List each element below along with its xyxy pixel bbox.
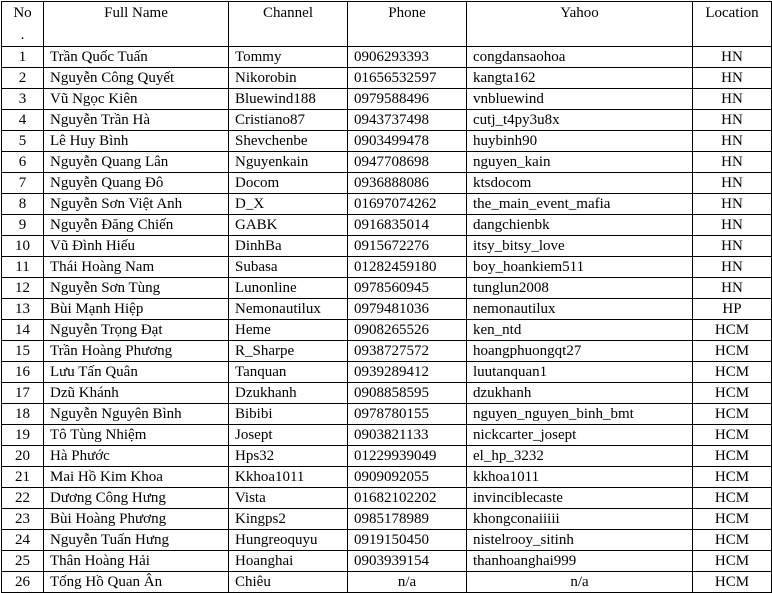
- full-name-cell: Tô Tùng Nhiệm: [44, 425, 229, 446]
- channel-cell: Nguyenkain: [229, 152, 348, 173]
- header-yahoo: Yahoo: [467, 2, 693, 47]
- channel-cell: Tommy: [229, 47, 348, 68]
- yahoo-cell: congdansaohoa: [467, 47, 693, 68]
- channel-cell: Tanquan: [229, 362, 348, 383]
- channel-cell: Docom: [229, 173, 348, 194]
- phone-cell: 01682102202: [348, 488, 467, 509]
- phone-cell: 01282459180: [348, 257, 467, 278]
- phone-cell: 0903499478: [348, 131, 467, 152]
- full-name-cell: Lưu Tấn Quân: [44, 362, 229, 383]
- full-name-cell: Mai Hồ Kim Khoa: [44, 467, 229, 488]
- phone-cell: 0909092055: [348, 467, 467, 488]
- channel-cell: D_X: [229, 194, 348, 215]
- table-row: [2, 257, 772, 278]
- location-cell: HCM: [693, 404, 772, 425]
- full-name-cell: Vũ Ngọc Kiên: [44, 89, 229, 110]
- channel-cell: Dzukhanh: [229, 383, 348, 404]
- row-number: 22: [2, 488, 44, 509]
- table-row: [2, 47, 772, 68]
- phone-cell: n/a: [348, 572, 467, 593]
- table-row: [2, 341, 772, 362]
- location-cell: HCM: [693, 341, 772, 362]
- phone-cell: 0919150450: [348, 530, 467, 551]
- table-row: [2, 446, 772, 467]
- table-row: [2, 278, 772, 299]
- yahoo-cell: nistelrooy_sitinh: [467, 530, 693, 551]
- table-row: [2, 572, 772, 593]
- yahoo-cell: hoangphuongqt27: [467, 341, 693, 362]
- row-number: 24: [2, 530, 44, 551]
- row-number: 15: [2, 341, 44, 362]
- location-cell: HCM: [693, 467, 772, 488]
- full-name-cell: Bùi Mạnh Hiệp: [44, 299, 229, 320]
- table-row: [2, 110, 772, 131]
- location-cell: HCM: [693, 320, 772, 341]
- row-number: 9: [2, 215, 44, 236]
- yahoo-cell: dangchienbk: [467, 215, 693, 236]
- phone-cell: 0906293393: [348, 47, 467, 68]
- table-row: [2, 320, 772, 341]
- yahoo-cell: the_main_event_mafia: [467, 194, 693, 215]
- full-name-cell: Nguyễn Tuấn Hưng: [44, 530, 229, 551]
- row-number: 10: [2, 236, 44, 257]
- row-number: 7: [2, 173, 44, 194]
- phone-cell: 01229939049: [348, 446, 467, 467]
- location-cell: HN: [693, 257, 772, 278]
- yahoo-cell: nguyen_kain: [467, 152, 693, 173]
- table-row: [2, 236, 772, 257]
- full-name-cell: Bùi Hoàng Phương: [44, 509, 229, 530]
- location-cell: HCM: [693, 383, 772, 404]
- location-cell: HN: [693, 47, 772, 68]
- table-row: [2, 551, 772, 572]
- table-row: [2, 362, 772, 383]
- full-name-cell: Nguyễn Sơn Tùng: [44, 278, 229, 299]
- full-name-cell: Thân Hoàng Hải: [44, 551, 229, 572]
- full-name-cell: Nguyễn Trần Hà: [44, 110, 229, 131]
- full-name-cell: Hà Phước: [44, 446, 229, 467]
- full-name-cell: Dương Công Hưng: [44, 488, 229, 509]
- location-cell: HN: [693, 89, 772, 110]
- table-row: [2, 215, 772, 236]
- row-number: 13: [2, 299, 44, 320]
- location-cell: HCM: [693, 362, 772, 383]
- channel-cell: Nikorobin: [229, 68, 348, 89]
- yahoo-cell: nemonautilux: [467, 299, 693, 320]
- channel-cell: Shevchenbe: [229, 131, 348, 152]
- phone-cell: 0903939154: [348, 551, 467, 572]
- location-cell: HCM: [693, 509, 772, 530]
- channel-cell: R_Sharpe: [229, 341, 348, 362]
- table-row: [2, 131, 772, 152]
- yahoo-cell: nickcarter_josept: [467, 425, 693, 446]
- row-number: 3: [2, 89, 44, 110]
- yahoo-cell: ktsdocom: [467, 173, 693, 194]
- location-cell: HN: [693, 236, 772, 257]
- row-number: 23: [2, 509, 44, 530]
- channel-cell: Lunonline: [229, 278, 348, 299]
- row-number: 18: [2, 404, 44, 425]
- header-full-name: Full Name: [44, 2, 229, 47]
- row-number: 26: [2, 572, 44, 593]
- table-row: [2, 89, 772, 110]
- full-name-cell: Dzũ Khánh: [44, 383, 229, 404]
- yahoo-cell: luutanquan1: [467, 362, 693, 383]
- full-name-cell: Tống Hồ Quan Ân: [44, 572, 229, 593]
- yahoo-cell: vnbluewind: [467, 89, 693, 110]
- phone-cell: 0947708698: [348, 152, 467, 173]
- yahoo-cell: thanhoanghai999: [467, 551, 693, 572]
- yahoo-cell: khongconaiiiii: [467, 509, 693, 530]
- channel-cell: Chiêu: [229, 572, 348, 593]
- yahoo-cell: el_hp_3232: [467, 446, 693, 467]
- location-cell: HN: [693, 194, 772, 215]
- yahoo-cell: boy_hoankiem511: [467, 257, 693, 278]
- channel-cell: Kingps2: [229, 509, 348, 530]
- channel-cell: Josept: [229, 425, 348, 446]
- header-channel: Channel: [229, 2, 348, 47]
- full-name-cell: Nguyễn Trọng Đạt: [44, 320, 229, 341]
- row-number: 25: [2, 551, 44, 572]
- location-cell: HCM: [693, 446, 772, 467]
- channel-cell: Cristiano87: [229, 110, 348, 131]
- location-cell: HN: [693, 110, 772, 131]
- table-row: [2, 404, 772, 425]
- row-number: 4: [2, 110, 44, 131]
- location-cell: HCM: [693, 551, 772, 572]
- channel-cell: GABK: [229, 215, 348, 236]
- yahoo-cell: invinciblecaste: [467, 488, 693, 509]
- yahoo-cell: kkhoa1011: [467, 467, 693, 488]
- row-number: 8: [2, 194, 44, 215]
- row-number: 12: [2, 278, 44, 299]
- location-cell: HCM: [693, 572, 772, 593]
- table-row: [2, 383, 772, 404]
- location-cell: HN: [693, 215, 772, 236]
- row-number: 11: [2, 257, 44, 278]
- phone-cell: 0938727572: [348, 341, 467, 362]
- location-cell: HN: [693, 152, 772, 173]
- phone-cell: 0978560945: [348, 278, 467, 299]
- table-row: [2, 488, 772, 509]
- header-location: Location: [693, 2, 772, 47]
- channel-cell: Nemonautilux: [229, 299, 348, 320]
- yahoo-cell: ken_ntd: [467, 320, 693, 341]
- full-name-cell: Trần Hoàng Phương: [44, 341, 229, 362]
- row-number: 1: [2, 47, 44, 68]
- channel-cell: Hungreoquyu: [229, 530, 348, 551]
- table-row: [2, 68, 772, 89]
- phone-cell: 01697074262: [348, 194, 467, 215]
- table-row: [2, 299, 772, 320]
- row-number: 5: [2, 131, 44, 152]
- channel-cell: Heme: [229, 320, 348, 341]
- table-row: [2, 530, 772, 551]
- location-cell: HN: [693, 278, 772, 299]
- full-name-cell: Nguyễn Công Quyết: [44, 68, 229, 89]
- channel-cell: Subasa: [229, 257, 348, 278]
- table-row: [2, 425, 772, 446]
- phone-cell: 0979588496: [348, 89, 467, 110]
- full-name-cell: Nguyễn Quang Đô: [44, 173, 229, 194]
- full-name-cell: Nguyễn Đăng Chiến: [44, 215, 229, 236]
- yahoo-cell: nguyen_nguyen_binh_bmt: [467, 404, 693, 425]
- full-name-cell: Trần Quốc Tuấn: [44, 47, 229, 68]
- channel-cell: Hps32: [229, 446, 348, 467]
- phone-cell: 0908265526: [348, 320, 467, 341]
- row-number: 14: [2, 320, 44, 341]
- phone-cell: 0979481036: [348, 299, 467, 320]
- phone-cell: 0916835014: [348, 215, 467, 236]
- row-number: 2: [2, 68, 44, 89]
- table-body: [2, 47, 772, 593]
- table-row: [2, 194, 772, 215]
- channel-cell: Vista: [229, 488, 348, 509]
- table-row: [2, 152, 772, 173]
- yahoo-cell: tunglun2008: [467, 278, 693, 299]
- channel-cell: DinhBa: [229, 236, 348, 257]
- location-cell: HN: [693, 173, 772, 194]
- phone-cell: 0915672276: [348, 236, 467, 257]
- row-number: 21: [2, 467, 44, 488]
- header-no: No .: [2, 2, 44, 47]
- location-cell: HCM: [693, 530, 772, 551]
- row-number: 19: [2, 425, 44, 446]
- full-name-cell: Nguyễn Nguyên Bình: [44, 404, 229, 425]
- yahoo-cell: cutj_t4py3u8x: [467, 110, 693, 131]
- yahoo-cell: itsy_bitsy_love: [467, 236, 693, 257]
- phone-cell: 0908858595: [348, 383, 467, 404]
- full-name-cell: Lê Huy Bình: [44, 131, 229, 152]
- location-cell: HN: [693, 68, 772, 89]
- full-name-cell: Nguyễn Sơn Việt Anh: [44, 194, 229, 215]
- channel-cell: Bluewind188: [229, 89, 348, 110]
- yahoo-cell: n/a: [467, 572, 693, 593]
- channel-cell: Kkhoa1011: [229, 467, 348, 488]
- location-cell: HP: [693, 299, 772, 320]
- location-cell: HCM: [693, 488, 772, 509]
- row-number: 6: [2, 152, 44, 173]
- row-number: 16: [2, 362, 44, 383]
- yahoo-cell: dzukhanh: [467, 383, 693, 404]
- row-number: 17: [2, 383, 44, 404]
- table-row: [2, 173, 772, 194]
- phone-cell: 01656532597: [348, 68, 467, 89]
- location-cell: HN: [693, 131, 772, 152]
- phone-cell: 0903821133: [348, 425, 467, 446]
- header-row: [2, 2, 772, 47]
- yahoo-cell: huybinh90: [467, 131, 693, 152]
- full-name-cell: Vũ Đình Hiếu: [44, 236, 229, 257]
- table-row: [2, 509, 772, 530]
- phone-cell: 0985178989: [348, 509, 467, 530]
- yahoo-cell: kangta162: [467, 68, 693, 89]
- phone-cell: 0936888086: [348, 173, 467, 194]
- row-number: 20: [2, 446, 44, 467]
- phone-cell: 0978780155: [348, 404, 467, 425]
- contact-table: [1, 1, 772, 593]
- channel-cell: Hoanghai: [229, 551, 348, 572]
- table-row: [2, 467, 772, 488]
- location-cell: HCM: [693, 425, 772, 446]
- full-name-cell: Thái Hoàng Nam: [44, 257, 229, 278]
- phone-cell: 0939289412: [348, 362, 467, 383]
- header-phone: Phone: [348, 2, 467, 47]
- full-name-cell: Nguyễn Quang Lân: [44, 152, 229, 173]
- phone-cell: 0943737498: [348, 110, 467, 131]
- channel-cell: Bibibi: [229, 404, 348, 425]
